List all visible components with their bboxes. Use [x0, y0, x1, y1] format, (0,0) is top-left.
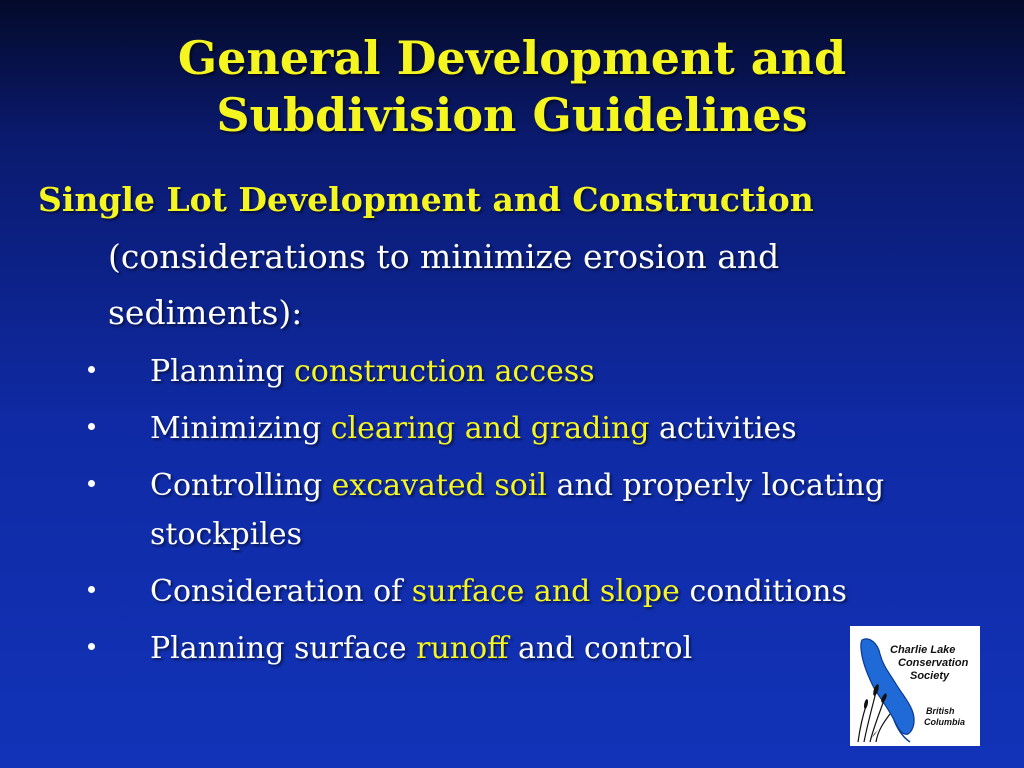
logo-text-line-2: Conservation	[898, 657, 969, 669]
bullet-text: and control	[508, 631, 693, 666]
slide-title-line-2: Subdivision Guidelines	[216, 88, 808, 142]
logo-text-line-4: British	[926, 706, 955, 716]
bullet-item	[0, 624, 910, 673]
charlie-lake-logo	[850, 626, 980, 746]
section-heading: Single Lot Development and Construction	[38, 180, 814, 219]
bullet-dot-icon	[88, 366, 95, 373]
bullet-item	[0, 461, 910, 559]
bullet-highlight: surface and slope	[411, 574, 680, 609]
bullet-text: and properly locating stockpiles	[150, 468, 885, 552]
bullet-dot-icon	[88, 423, 95, 430]
bullet-highlight: clearing and grading	[330, 411, 650, 446]
bullet-highlight: runoff	[416, 631, 509, 666]
bullet-text: activities	[649, 411, 797, 446]
logo-text-line-3: Society	[910, 670, 950, 682]
slide-title	[0, 30, 1024, 144]
bullet-text: Planning surface	[150, 631, 417, 666]
slide-title-line-1: General Development and	[177, 31, 847, 85]
bullet-text: Consideration of	[150, 574, 412, 609]
bullet-highlight: excavated soil	[331, 468, 548, 503]
bullet-highlight: construction access	[293, 354, 595, 389]
bullet-text: conditions	[679, 574, 847, 609]
bullet-dot-icon	[88, 643, 95, 650]
section-subheading: (considerations to minimize erosion and sediments):	[108, 237, 780, 332]
logo-text-line-5: Columbia	[924, 717, 966, 727]
bullet-dot-icon	[88, 586, 95, 593]
logo-text-line-1: Charlie Lake	[890, 644, 956, 656]
bullet-item	[0, 567, 910, 616]
bullet-item	[0, 347, 910, 396]
bullet-text: Minimizing	[150, 411, 331, 446]
bullet-text: Planning	[150, 354, 294, 389]
bullet-item	[0, 404, 910, 453]
bullet-text: Controlling	[150, 468, 332, 503]
bullet-dot-icon	[88, 480, 95, 487]
